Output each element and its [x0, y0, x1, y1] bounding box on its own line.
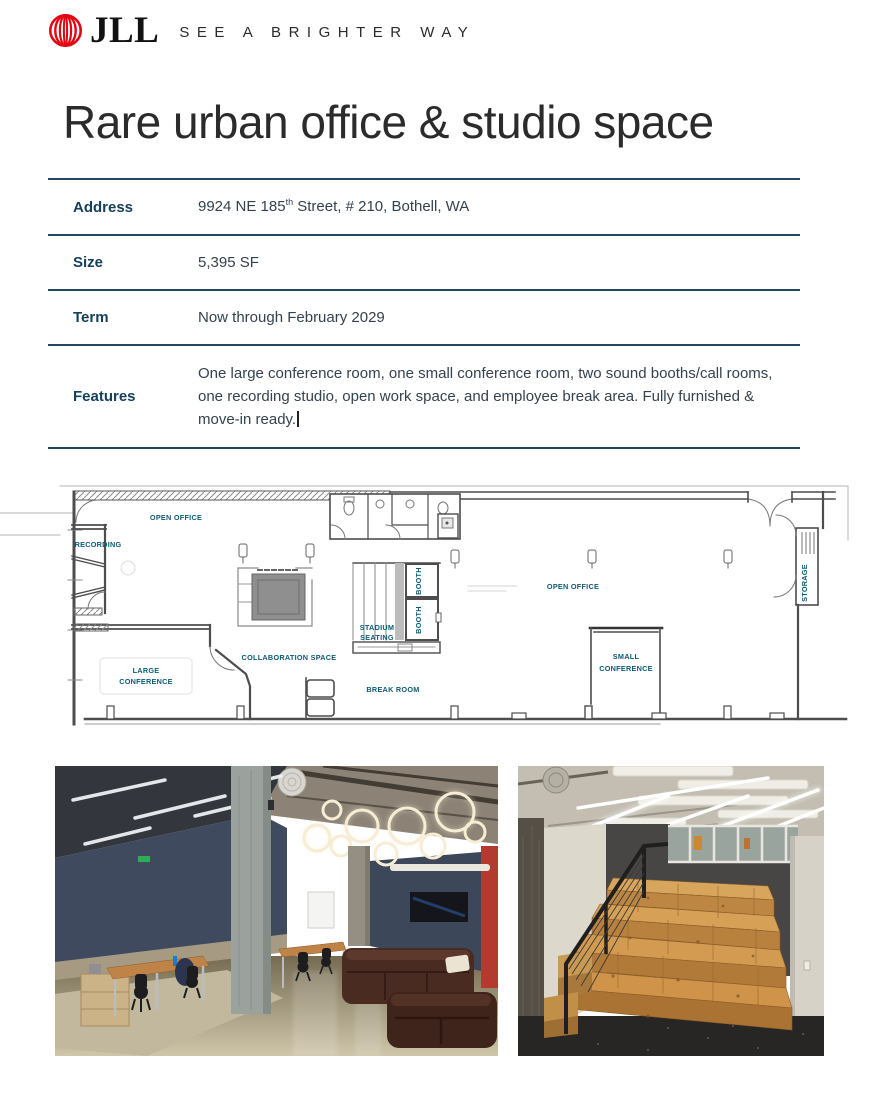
plan-label-recording: RECORDING [74, 540, 122, 549]
text-cursor [297, 411, 299, 427]
jll-logo-icon [48, 13, 83, 48]
features-label: Features [73, 388, 136, 405]
photo-stadium-seating [518, 766, 824, 1061]
plan-label-storage: STORAGE [800, 564, 809, 602]
plan-label-collaboration: COLLABORATION SPACE [241, 653, 337, 662]
floor-plan [0, 480, 880, 747]
size-value: 5,395 SF [198, 253, 259, 271]
address-label: Address [73, 198, 134, 216]
table-row-features [48, 344, 800, 447]
term-label: Term [73, 309, 109, 326]
term-value: Now through February 2029 [198, 308, 385, 326]
plan-label-open-office-right: OPEN OFFICE [546, 582, 600, 591]
photo-open-office [55, 766, 498, 1061]
plan-label-booth-top: BOOTH [414, 567, 423, 595]
plan-label-small-conference: CONFERENCE [599, 664, 653, 673]
plan-label-open-office-left: OPEN OFFICE [149, 513, 203, 522]
plan-label-seating: SEATING [360, 633, 394, 642]
table-row-address [48, 178, 800, 234]
header [48, 12, 475, 49]
plan-label-break-room: BREAK ROOM [366, 685, 420, 694]
details-table [48, 178, 800, 449]
plan-label-large: LARGE [132, 666, 160, 675]
table-row-term [48, 289, 800, 344]
page-title: Rare urban office & studio space [63, 96, 714, 148]
size-label: Size [73, 254, 104, 271]
plan-label-booth-bottom: BOOTH [414, 606, 423, 634]
plan-label-small: SMALL [612, 652, 640, 661]
plan-label-large-conference: CONFERENCE [119, 677, 173, 686]
brand-tagline: SEE A BRIGHTER WAY [179, 24, 476, 41]
table-row-size [48, 234, 800, 289]
address-value: 9924 NE 185th Street, # 210, Bothell, WA [198, 197, 470, 216]
jll-wordmark: JLL [90, 10, 160, 51]
features-value: One large conference room, one small conference room, two sound booths/call rooms, one recording studio, open work space, and employee break area. Fully furnished & move-in ready. [198, 364, 773, 429]
plan-label-stadium: STADIUM [359, 623, 395, 632]
